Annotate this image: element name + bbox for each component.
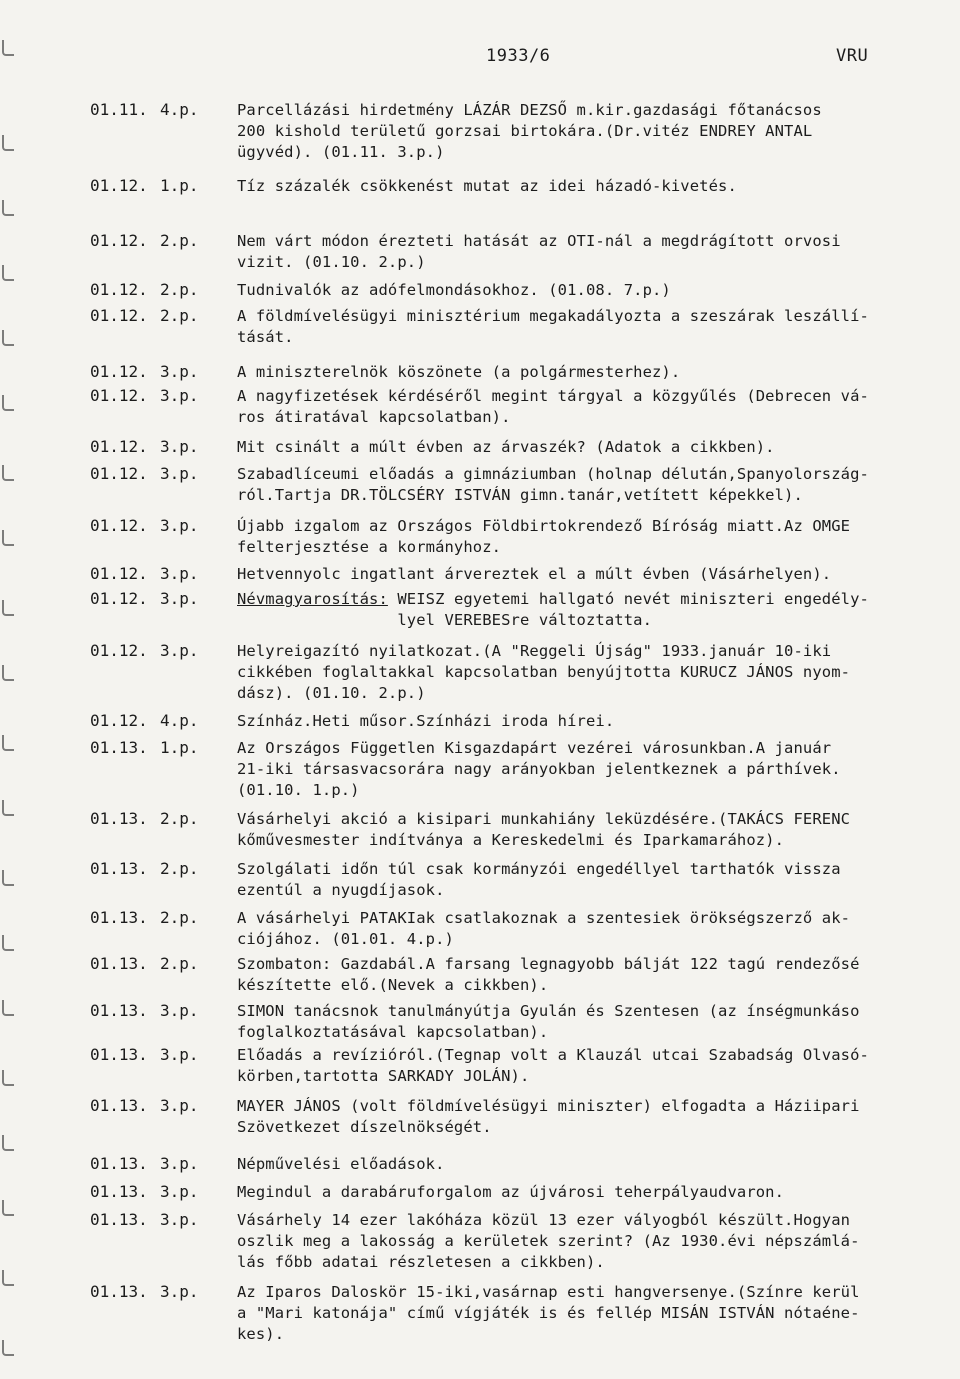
entry-text: Vásárhelyi akció a kisipari munkahiány leküzdésére.(TAKÁCS FERENC kőművesmester indítványa a Kereskedelmi és Iparkamarához).	[237, 810, 851, 849]
entry-text: Előadás a revízióról.(Tegnap volt a Klauzál utcai Szabadság Olvasó- körben,tartotta SARKADY JOLÁN).	[237, 1046, 869, 1085]
entry-text: Szombaton: Gazdabál.A farsang legnagyobb bálját 122 tagú rendezősé készítette elő.(Nevek a cikkben).	[237, 955, 860, 994]
entry-page: 3.p.	[160, 464, 199, 483]
entry-date: 01.12.	[90, 711, 148, 730]
binding-mark	[2, 135, 14, 151]
binding-mark	[2, 1070, 14, 1086]
entry-page: 1.p.	[160, 176, 199, 195]
binding-mark	[2, 665, 14, 681]
entry-date: 01.13.	[90, 1182, 148, 1201]
entry-date: 01.12.	[90, 564, 148, 583]
entry-text: Nem várt módon érezteti hatását az OTI-nál a megdrágított orvosi vizit. (01.10. 2.p.)	[237, 232, 841, 271]
entry-page: 2.p.	[160, 859, 199, 878]
entry-date: 01.12.	[90, 231, 148, 250]
entry-date: 01.13.	[90, 859, 148, 878]
entry-text: Az Országos Független Kisgazdapárt vezérei városunkban.A január 21-iki társasvacsorára nagy arányokban jelentkeznek a párthívek. (01.10. 1.p.)	[237, 739, 841, 799]
entry-text: Parcellázási hirdetmény LÁZÁR DEZSŐ m.kir.gazdasági főtanácsos 200 kishold területű gorzsai birtokára.(Dr.vitéz ENDREY ANTAL ügyvéd). (01.11. 3.p.)	[237, 101, 822, 161]
entry-page: 2.p.	[160, 231, 199, 250]
binding-mark	[2, 200, 14, 216]
binding-mark	[2, 530, 14, 546]
entry-text: Az Iparos Daloskör 15-iki,vasárnap esti hangversenye.(Színre kerül a "Mari katonája" című vígjáték is és fellép MISÁN ISTVÁN nótaéne- kes).	[237, 1283, 860, 1343]
page-title: 1933/6	[486, 46, 551, 66]
binding-mark	[2, 330, 14, 346]
binding-mark	[2, 1000, 14, 1016]
entry-text: Tudnivalók az adófelmondásokhoz. (01.08. 7.p.)	[237, 281, 671, 299]
entry-page: 3.p.	[160, 564, 199, 583]
entry-page: 2.p.	[160, 954, 199, 973]
binding-mark	[2, 1340, 14, 1356]
entry-text: Névmagyarosítás: WEISZ egyetemi hallgató nevét miniszteri engedély- lyel VEREBESre változtatta.	[237, 590, 869, 629]
entry-page: 3.p.	[160, 386, 199, 405]
binding-mark	[2, 1200, 14, 1216]
entry-date: 01.13.	[90, 809, 148, 828]
entry-text: Vásárhely 14 ezer lakóháza közül 13 ezer vályogból készült.Hogyan oszlik meg a lakosság a kerületek szerint? (Az 1930.évi népszámlá- lás főbb adatai részletesen a cikkben).	[237, 1211, 860, 1271]
entry-text: Megindul a darabáruforgalom az újvárosi teherpályaudvaron.	[237, 1183, 785, 1201]
binding-mark	[2, 800, 14, 816]
entry-page: 3.p.	[160, 1001, 199, 1020]
entry-page: 3.p.	[160, 1096, 199, 1115]
binding-mark	[2, 1270, 14, 1286]
entry-text: A vásárhelyi PATAKIak csatlakoznak a szentesiek örökségszerző ak- ciójához. (01.01. 4.p.)	[237, 909, 851, 948]
entry-page: 3.p.	[160, 362, 199, 381]
entry-heading-underlined: Névmagyarosítás:	[237, 590, 388, 608]
binding-mark	[2, 735, 14, 751]
entry-text: A miniszterelnök köszönete (a polgármesterhez).	[237, 363, 681, 381]
entry-page: 4.p.	[160, 100, 199, 119]
entry-page: 3.p.	[160, 1282, 199, 1301]
page-header	[0, 46, 960, 76]
binding-mark	[2, 600, 14, 616]
entry-date: 01.13.	[90, 954, 148, 973]
entry-page: 3.p.	[160, 1045, 199, 1064]
entry-date: 01.13.	[90, 1210, 148, 1229]
entry-page: 4.p.	[160, 711, 199, 730]
entry-page: 3.p.	[160, 589, 199, 608]
entry-text: SIMON tanácsnok tanulmányútja Gyulán és Szentesen (az ínségmunkáso foglalkoztatásával kapcsolatban).	[237, 1002, 860, 1041]
entry-date: 01.12.	[90, 437, 148, 456]
binding-mark	[2, 870, 14, 886]
entry-date: 01.13.	[90, 908, 148, 927]
entry-date: 01.12.	[90, 386, 148, 405]
entry-date: 01.12.	[90, 280, 148, 299]
entry-date: 01.12.	[90, 516, 148, 535]
entry-page: 3.p.	[160, 437, 199, 456]
entry-page: 3.p.	[160, 1210, 199, 1229]
entry-date: 01.13.	[90, 738, 148, 757]
entry-page: 2.p.	[160, 809, 199, 828]
entry-date: 01.13.	[90, 1096, 148, 1115]
entry-page: 2.p.	[160, 306, 199, 325]
entry-date: 01.13.	[90, 1282, 148, 1301]
entry-text: MAYER JÁNOS (volt földmívelésügyi miniszter) elfogadta a Háziipari Szövetkezet díszelnökségét.	[237, 1097, 860, 1136]
entry-date: 01.13.	[90, 1001, 148, 1020]
entry-page: 2.p.	[160, 908, 199, 927]
entry-page: 2.p.	[160, 280, 199, 299]
entry-text: Szabadlíceumi előadás a gimnáziumban (holnap délután,Spanyolország- ról.Tartja DR.TÖLCSÉRY ISTVÁN gimn.tanár,vetített képekkel).	[237, 465, 869, 504]
binding-mark	[2, 465, 14, 481]
entry-text: Helyreigazító nyilatkozat.(A "Reggeli Újság" 1933.január 10-iki cikkében foglaltakkal kapcsolatban benyújtotta KURUCZ JÁNOS nyom- dász). (01.10. 2.p.)	[237, 642, 851, 702]
entry-date: 01.13.	[90, 1045, 148, 1064]
entry-text: A földmívelésügyi minisztérium megakadályozta a szeszárak leszállí- tását.	[237, 307, 869, 346]
entry-page: 3.p.	[160, 1154, 199, 1173]
entry-text: Szolgálati időn túl csak kormányzói engedéllyel tarthatók vissza ezentúl a nyugdíjasok.	[237, 860, 841, 899]
binding-mark	[2, 935, 14, 951]
entry-text: Tíz százalék csökkenést mutat az idei házadó-kivetés.	[237, 177, 737, 195]
entry-text: Újabb izgalom az Országos Földbirtokrendező Bíróság miatt.Az OMGE felterjesztése a kormányhoz.	[237, 517, 851, 556]
entry-text: Népművelési előadások.	[237, 1155, 445, 1173]
binding-mark	[2, 1135, 14, 1151]
entry-date: 01.11.	[90, 100, 148, 119]
entry-date: 01.12.	[90, 306, 148, 325]
entry-date: 01.12.	[90, 641, 148, 660]
entry-date: 01.12.	[90, 176, 148, 195]
collection-code: VRU	[836, 46, 869, 66]
entry-page: 3.p.	[160, 641, 199, 660]
entry-text: A nagyfizetések kérdéséről megint tárgyal a közgyűlés (Debrecen vá- ros átiratával kapcsolatban).	[237, 387, 869, 426]
entry-date: 01.12.	[90, 589, 148, 608]
entry-text: Színház.Heti műsor.Színházi iroda hírei.	[237, 712, 615, 730]
entry-date: 01.12.	[90, 464, 148, 483]
entry-text: Mit csinált a múlt évben az árvaszék? (Adatok a cikkben).	[237, 438, 775, 456]
binding-mark	[2, 265, 14, 281]
entry-text: Hetvennyolc ingatlant árvereztek el a múlt évben (Vásárhelyen).	[237, 565, 832, 583]
binding-holes	[0, 0, 22, 1379]
entry-date: 01.13.	[90, 1154, 148, 1173]
entry-page: 3.p.	[160, 516, 199, 535]
entry-date: 01.12.	[90, 362, 148, 381]
binding-mark	[2, 395, 14, 411]
entry-page: 3.p.	[160, 1182, 199, 1201]
entry-page: 1.p.	[160, 738, 199, 757]
